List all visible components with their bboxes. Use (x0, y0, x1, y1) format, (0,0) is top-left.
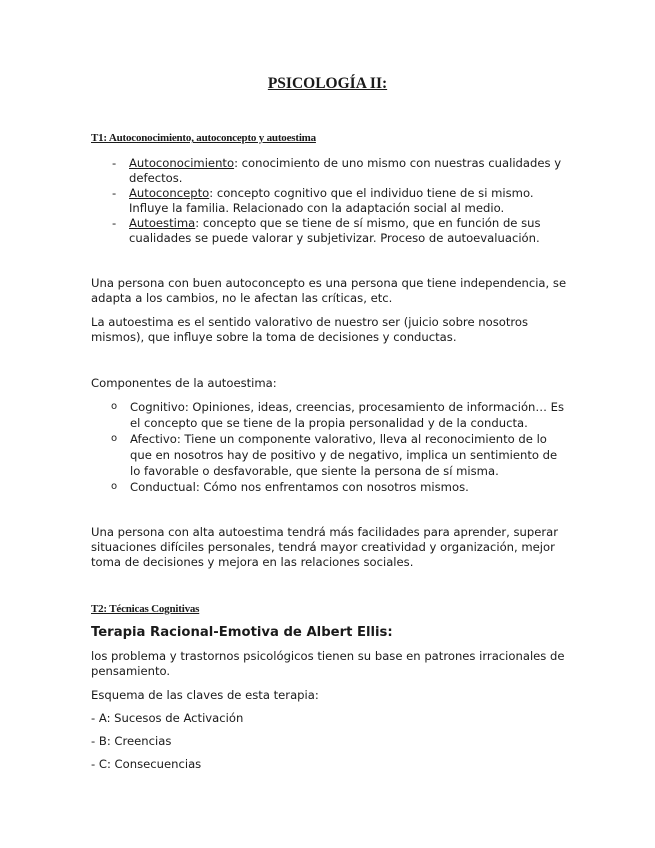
paragraph: los problema y trastornos psicológicos tienen su base en patrones irracionales de pensamiento. (91, 649, 565, 678)
component-text: Cognitivo: Opiniones, ideas, creencias, procesamiento de información… Es el concepto que se tiene de la propia personalidad y de la conducta. (130, 400, 565, 430)
dash-bullet: - (112, 216, 117, 230)
section-heading-t2: T2: Técnicas Cognitivas (91, 603, 200, 615)
list-item (108, 431, 568, 479)
definition-text: : concepto cognitivo que el individuo tiene de si mismo. Influye la familia. Relacionado con la adaptación social al medio. (129, 186, 534, 215)
circle-bullet-icon: o (111, 481, 118, 492)
list-item (108, 479, 568, 495)
definition-term: Autoconcepto (129, 186, 210, 200)
paragraph: Una persona con alta autoestima tendrá más facilidades para aprender, superar situaciones difíciles personales, tendrá mayor creatividad y organización, mejor toma de decisiones y mejora en las relaciones sociales. (91, 525, 559, 569)
dash-bullet: - (112, 156, 117, 170)
section-heading-t1: T1: Autoconocimiento, autoconcepto y autoestima (91, 132, 316, 144)
definition-term: Autoestima (129, 216, 196, 230)
definition-text: : concepto que se tiene de sí mismo, que en función de sus cualidades se puede valorar y subjetivizar. Proceso de autoevaluación. (129, 216, 541, 245)
components-list (108, 399, 568, 495)
definition-text: : conocimiento de uno mismo con nuestras cualidades y defectos. (129, 156, 562, 185)
definitions-list (112, 156, 562, 246)
paragraph: Esquema de las claves de esta terapia: (91, 688, 319, 702)
page-title: PSICOLOGÍA II: (267, 75, 388, 92)
paragraph: Una persona con buen autoconcepto es una persona que tiene independencia, se adapta a los cambios, no le afectan las críticas, etc. (91, 276, 567, 305)
component-text: Conductual: Cómo nos enfrentamos con nosotros mismos. (130, 480, 469, 494)
key-item: - A: Sucesos de Activación (91, 711, 244, 725)
component-text: Afectivo: Tiene un componente valorativo, lleva al reconocimiento de lo que en nosotros hay de positivo y de negativo, implica un sentimiento de lo favorable o desfavorable, que siente la persona de sí misma. (130, 432, 558, 478)
circle-bullet-icon: o (111, 401, 118, 412)
list-item (112, 216, 562, 246)
therapy-subheading: Terapia Racional-Emotiva de Albert Ellis: (91, 625, 393, 640)
list-item (108, 399, 568, 431)
list-item (112, 186, 562, 216)
key-item: - B: Creencias (91, 734, 172, 748)
list-item (112, 156, 562, 186)
paragraph: La autoestima es el sentido valorativo de nuestro ser (juicio sobre nosotros mismos), que influye sobre la toma de decisiones y conductas. (91, 315, 529, 344)
dash-bullet: - (112, 186, 117, 200)
key-item: - C: Consecuencias (91, 757, 202, 771)
components-intro: Componentes de la autoestima: (91, 376, 277, 390)
circle-bullet-icon: o (111, 433, 118, 444)
definition-term: Autoconocimiento (129, 156, 235, 170)
